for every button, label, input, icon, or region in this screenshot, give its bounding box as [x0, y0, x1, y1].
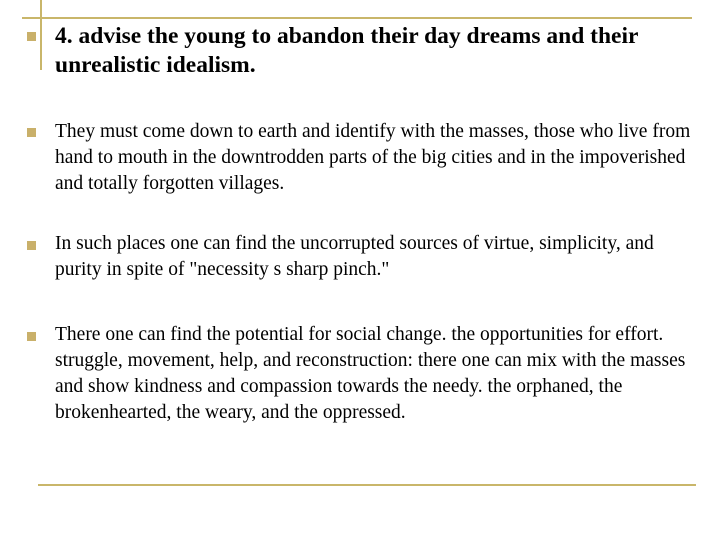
bottom-rule: [38, 484, 696, 486]
square-bullet-icon: [27, 332, 36, 341]
top-rule: [22, 17, 692, 19]
square-bullet-icon: [27, 241, 36, 250]
square-bullet-icon: [27, 128, 36, 137]
left-accent-rule: [40, 0, 42, 70]
bullet-text: In such places one can find the uncorrupted sources of virtue, simplicity, and purity in spite of "necessity s sharp pinch.": [55, 233, 654, 280]
bullet-text: They must come down to earth and identify with the masses, those who live from hand to mouth in the downtrodden parts of the big cities and in the impoverished and totally forgotten villages.: [55, 121, 691, 194]
square-bullet-icon: [27, 32, 36, 41]
bullet-heading-text: 4. advise the young to abandon their day dreams and their unrealistic idealism.: [55, 23, 639, 78]
bullet-text: There one can find the potential for social change. the opportunities for effort. struggle, movement, help, and reconstruction: there one can mix with the masses and show kindness and compassion towards the needy. the orphaned, the brokenhearted, the weary, and the oppressed.: [55, 324, 686, 423]
